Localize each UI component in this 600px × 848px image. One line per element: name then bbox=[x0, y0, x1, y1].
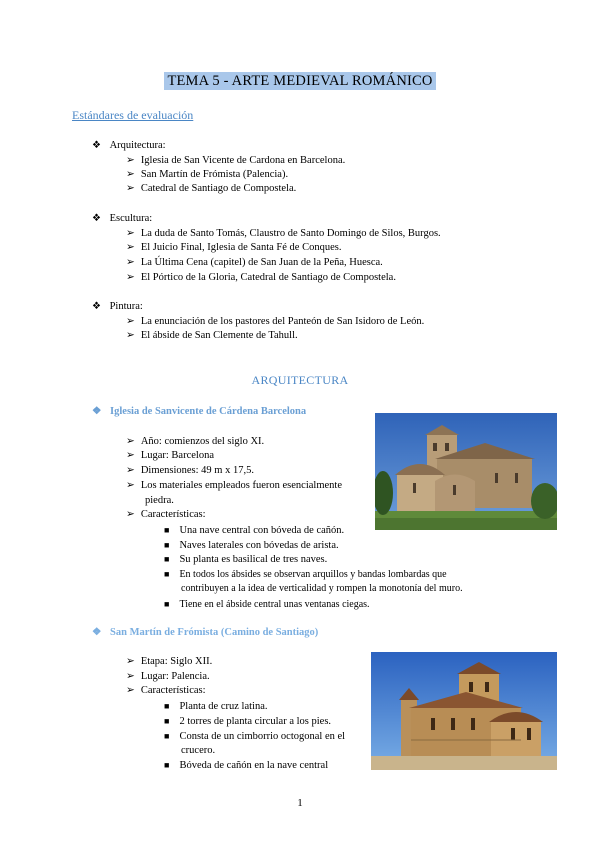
list-item-text: Etapa: Siglo XII. bbox=[140, 656, 213, 667]
list-item bbox=[126, 670, 210, 684]
arrow-bullet-icon: ➢ bbox=[126, 436, 135, 447]
arrow-bullet-icon: ➢ bbox=[126, 316, 135, 327]
page-title bbox=[0, 72, 600, 90]
church-photo-sant-vicenc bbox=[375, 413, 557, 530]
feature-text: Planta de cruz latina. bbox=[179, 701, 268, 712]
list-item-text: El ábside de San Clemente de Tahull. bbox=[140, 330, 298, 341]
list-item bbox=[126, 154, 345, 168]
arrow-bullet-icon: ➢ bbox=[126, 450, 135, 461]
feature-item bbox=[164, 714, 331, 729]
arrow-bullet-icon: ➢ bbox=[126, 685, 135, 696]
category-architecture bbox=[92, 139, 166, 153]
feature-text: Tiene en el ábside central unas ventanas ciegas. bbox=[179, 599, 370, 610]
square-bullet-icon: ■ bbox=[164, 760, 170, 770]
list-item-text: Año: comienzos del siglo XI. bbox=[140, 436, 265, 447]
feature-text: 2 torres de planta circular a los pies. bbox=[179, 716, 332, 727]
list-item-text: La Última Cena (capitel) de San Juan de la Peña, Huesca. bbox=[140, 257, 383, 268]
square-bullet-icon: ■ bbox=[164, 731, 170, 741]
list-item bbox=[126, 464, 254, 478]
list-item bbox=[126, 182, 296, 196]
list-item bbox=[126, 256, 383, 270]
list-item-text: La enunciación de los pastores del Panteón de San Isidoro de León. bbox=[140, 316, 425, 327]
square-bullet-icon: ■ bbox=[164, 716, 170, 726]
feature-item bbox=[164, 758, 328, 773]
list-item-text: San Martín de Frómista (Palencia). bbox=[140, 169, 289, 180]
list-item-text: El Juicio Final, Iglesia de Santa Fé de Conques. bbox=[140, 242, 342, 253]
list-item-text: El Pórtico de la Gloria, Catedral de Santiago de Compostela. bbox=[140, 272, 396, 283]
diamond-bullet-icon: ❖ bbox=[92, 627, 102, 638]
square-bullet-icon: ■ bbox=[164, 554, 170, 564]
list-item bbox=[126, 227, 441, 241]
page-number: 1 bbox=[297, 797, 303, 809]
feature-item bbox=[164, 699, 267, 714]
feature-item bbox=[164, 538, 339, 553]
diamond-bullet-icon: ❖ bbox=[92, 140, 101, 151]
arrow-bullet-icon: ➢ bbox=[126, 480, 135, 491]
title-text: TEMA 5 - ARTE MEDIEVAL ROMÁNICO bbox=[164, 72, 435, 90]
list-item-text: Características: bbox=[140, 509, 206, 520]
feature-item bbox=[164, 597, 370, 612]
diamond-bullet-icon: ❖ bbox=[92, 301, 101, 312]
monument-heading bbox=[92, 405, 306, 417]
diamond-bullet-icon: ❖ bbox=[92, 406, 102, 417]
list-item-text: Características: bbox=[140, 685, 206, 696]
list-item bbox=[126, 479, 342, 493]
list-item-text: Lugar: Palencia. bbox=[140, 671, 210, 682]
list-item bbox=[126, 241, 341, 255]
list-item bbox=[126, 508, 206, 522]
arrow-bullet-icon: ➢ bbox=[126, 465, 135, 476]
arrow-bullet-icon: ➢ bbox=[126, 272, 135, 283]
feature-text: En todos los ábsides se observan arquillos y bandas lombardas que bbox=[179, 569, 447, 580]
square-bullet-icon: ■ bbox=[164, 569, 170, 579]
arrow-bullet-icon: ➢ bbox=[126, 330, 135, 341]
arrow-bullet-icon: ➢ bbox=[126, 183, 135, 194]
feature-item bbox=[164, 567, 447, 582]
arrow-bullet-icon: ➢ bbox=[126, 228, 135, 239]
square-bullet-icon: ■ bbox=[164, 540, 170, 550]
list-item-text: Los materiales empleados fueron esencialmente bbox=[140, 480, 342, 491]
feature-continuation: crucero. bbox=[181, 745, 216, 756]
feature-text: Su planta es basilical de tres naves. bbox=[179, 554, 328, 565]
feature-text: Naves laterales con bóvedas de arista. bbox=[179, 540, 339, 551]
category-sculpture bbox=[92, 212, 152, 226]
feature-item bbox=[164, 523, 344, 538]
feature-text: Consta de un cimborrio octogonal en el bbox=[179, 731, 346, 742]
church-photo-fromista bbox=[371, 652, 557, 770]
list-item bbox=[126, 449, 214, 463]
list-item-text: La duda de Santo Tomás, Claustro de Santo Domingo de Silos, Burgos. bbox=[140, 228, 441, 239]
feature-item bbox=[164, 552, 327, 567]
feature-text: Una nave central con bóveda de cañón. bbox=[179, 525, 345, 536]
category-painting bbox=[92, 300, 143, 314]
list-item-continuation: piedra. bbox=[145, 495, 174, 506]
list-item bbox=[126, 684, 206, 698]
arrow-bullet-icon: ➢ bbox=[126, 257, 135, 268]
list-item bbox=[126, 315, 424, 329]
monument-heading-text: San Martín de Frómista (Camino de Santiago) bbox=[110, 627, 319, 638]
section-heading: ARQUITECTURA bbox=[251, 373, 349, 387]
square-bullet-icon: ■ bbox=[164, 525, 170, 535]
monument-heading-text: Iglesia de Sanvicente de Cárdena Barcelona bbox=[110, 406, 307, 417]
list-item bbox=[126, 329, 298, 343]
list-item-text: Dimensiones: 49 m x 17,5. bbox=[140, 465, 254, 476]
feature-continuation: contribuyen a la idea de verticalidad y rompen la monotonía del muro. bbox=[181, 583, 463, 594]
diamond-bullet-icon: ❖ bbox=[92, 213, 101, 224]
category-label: Pintura: bbox=[109, 301, 143, 312]
standards-heading: Estándares de evaluación bbox=[72, 108, 194, 122]
list-item bbox=[126, 168, 288, 182]
category-label: Arquitectura: bbox=[109, 140, 166, 151]
arrow-bullet-icon: ➢ bbox=[126, 509, 135, 520]
arrow-bullet-icon: ➢ bbox=[126, 169, 135, 180]
arrow-bullet-icon: ➢ bbox=[126, 155, 135, 166]
list-item bbox=[126, 435, 264, 449]
category-label: Escultura: bbox=[109, 213, 153, 224]
feature-item bbox=[164, 729, 345, 744]
arrow-bullet-icon: ➢ bbox=[126, 656, 135, 667]
arrow-bullet-icon: ➢ bbox=[126, 242, 135, 253]
list-item-text: Catedral de Santiago de Compostela. bbox=[140, 183, 297, 194]
list-item-text: Iglesia de San Vicente de Cardona en Barcelona. bbox=[140, 155, 346, 166]
monument-heading bbox=[92, 626, 318, 638]
arrow-bullet-icon: ➢ bbox=[126, 671, 135, 682]
list-item bbox=[126, 271, 396, 285]
square-bullet-icon: ■ bbox=[164, 599, 170, 609]
square-bullet-icon: ■ bbox=[164, 701, 170, 711]
list-item-text: Lugar: Barcelona bbox=[140, 450, 214, 461]
feature-text: Bóveda de cañón en la nave central bbox=[179, 760, 329, 771]
list-item bbox=[126, 655, 212, 669]
